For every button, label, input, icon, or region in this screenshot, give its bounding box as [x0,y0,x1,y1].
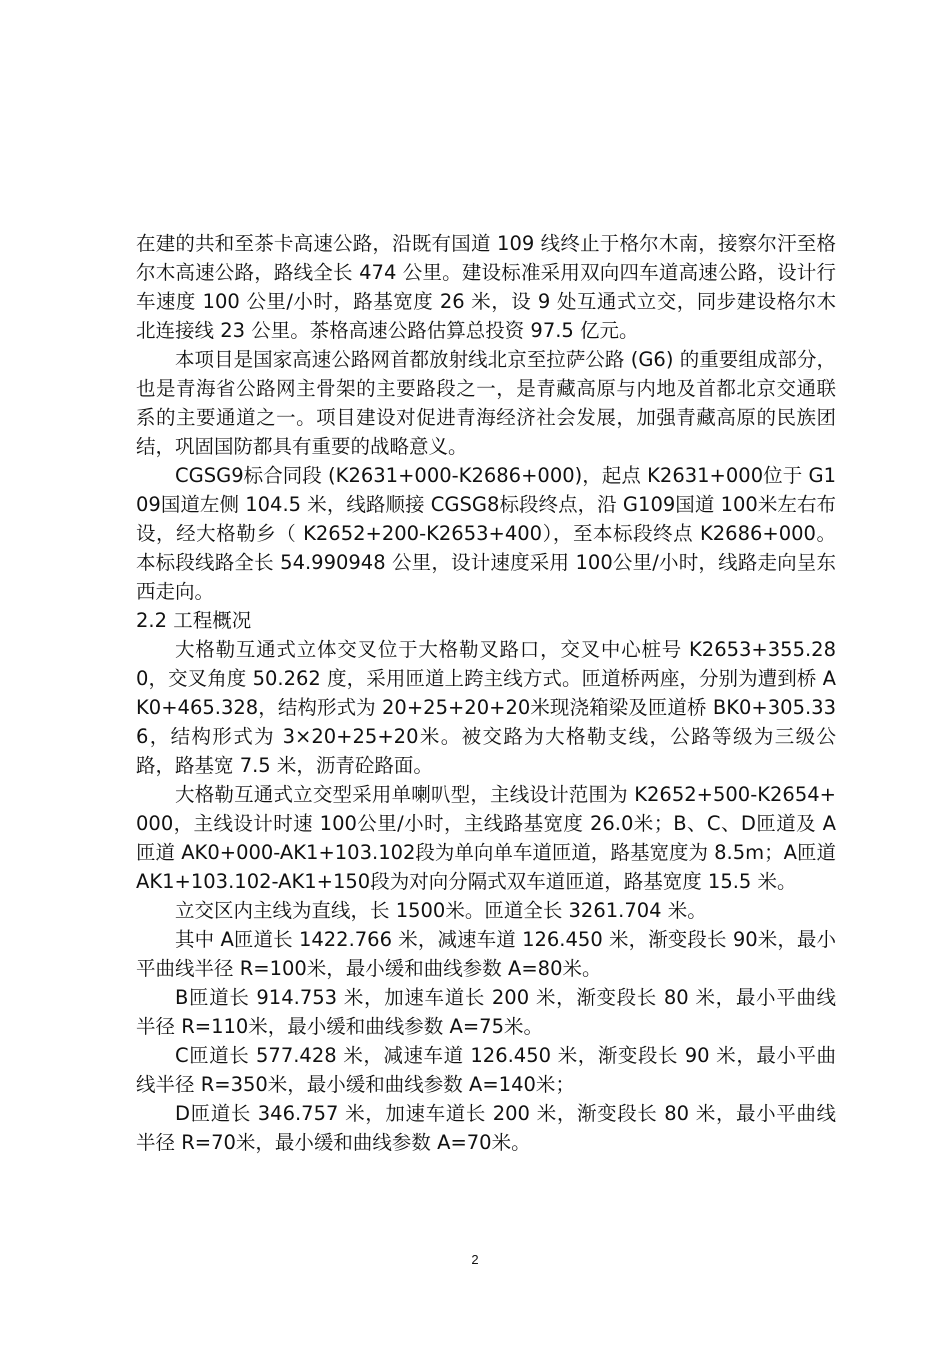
paragraph-interchange-type: 大格勒互通式立交型采用单喇叭型，主线设计范围为 K2652+500-K2654+000，主线设计时速 100公里/小时，主线路基宽度 26.0米；B、C、D匝道及 A匝道 AK0+000-AK1+103.102段为单向单车道匝道，路基宽度为 8.5m；A匝道 AK1+103.102-AK1+150段为对向分隔式双车道匝道，路基宽度 15.5 米。 [136,783,837,893]
paragraph-ramp-a: 其中 A匝道长 1422.766 米，减速车道 126.450 米，渐变段长 90米，最小平曲线半径 R=100米，最小缓和曲线参数 A=80米。 [136,928,836,980]
page-number: 2 [471,1252,479,1267]
page-content [136,229,836,1157]
paragraph-ramp-b: B匝道长 914.753 米，加速车道长 200 米，渐变段长 80 米，最小平曲线半径 R=110米，最小缓和曲线参数 A=75米。 [136,986,836,1038]
paragraph-project-significance: 本项目是国家高速公路网首都放射线北京至拉萨公路 (G6) 的重要组成部分，也是青海省公路网主骨架的主要路段之一，是青藏高原与内地及首都北京交通联系的主要通道之一。项目建设对促进青海经济社会发展，加强青藏高原的民族团结，巩固国防都具有重要的战略意义。 [136,348,836,458]
paragraph-interchange-overview: 大格勒互通式立体交叉位于大格勒叉路口，交叉中心桩号 K2653+355.280，交叉角度 50.262 度，采用匝道上跨主线方式。匝道桥两座，分别为遭到桥 AK0+465.328，结构形式为 20+25+20+20米现浇箱梁及匝道桥 BK0+305.336，结构形式为 3×20+25+20米。被交路为大格勒支线，公路等级为三级公路，路基宽 7.5 米，沥青砼路面。 [136,638,836,777]
paragraph-route-overview: 在建的共和至茶卡高速公路，沿既有国道 109 线终止于格尔木南，接察尔汗至格尔木高速公路，路线全长 474 公里。建设标准采用双向四车道高速公路，设计行车速度 100 公里/小时，路基宽度 26 米，设 9 处互通式立交，同步建设格尔木北连接线 23 公里。茶格高速公路估算总投资 97.5 亿元。 [136,232,836,342]
paragraph-ramp-c: C匝道长 577.428 米，减速车道 126.450 米，渐变段长 90 米，最小平曲线半径 R=350米，最小缓和曲线参数 A=140米； [136,1044,836,1096]
section-heading: 2.2 工程概况 [136,609,252,632]
paragraph-mainline-length: 立交区内主线为直线，长 1500米。匝道全长 3261.704 米。 [175,899,707,922]
paragraph-contract-section: CGSG9标合同段 (K2631+000-K2686+000)，起点 K2631+000位于 G109国道左侧 104.5 米，线路顺接 CGSG8标段终点，沿 G109国道 100米左右布设，经大格勒乡（ K2652+200-K2653+400），至本标段终点 K2686+000。本标段线路全长 54.990948 公里，设计速度采用 100公里/小时，线路走向呈东西走向。 [136,464,836,603]
paragraph-ramp-d: D匝道长 346.757 米，加速车道长 200 米，渐变段长 80 米，最小平曲线半径 R=70米，最小缓和曲线参数 A=70米。 [136,1102,836,1154]
